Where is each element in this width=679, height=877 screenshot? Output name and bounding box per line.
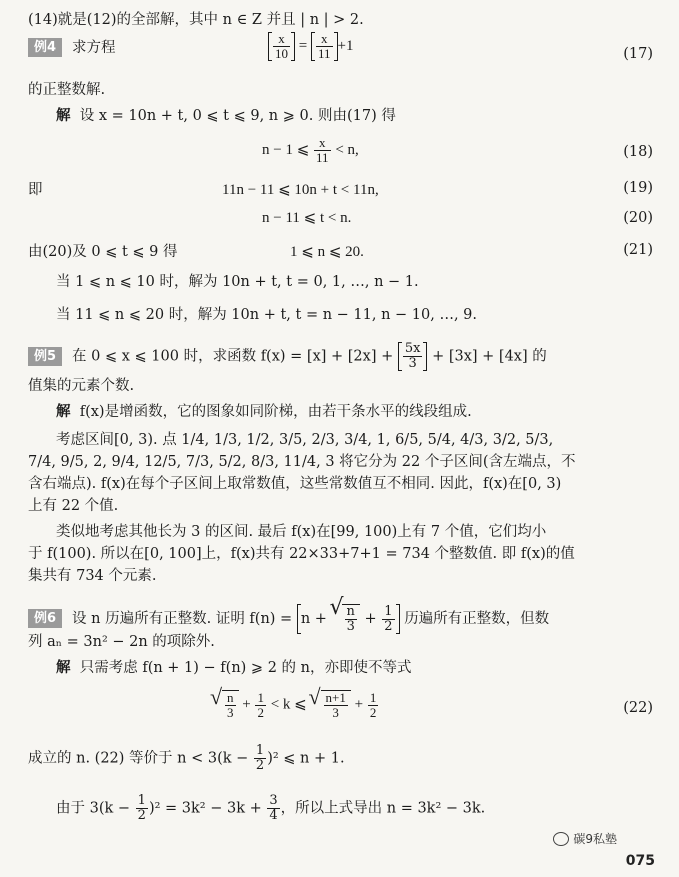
text-line: 于 f(100). 所以在[0, 100]上，f(x)共有 22×33+7+1 = 734 个整数值. 即 f(x)的值 [28, 546, 575, 562]
text-line: 即 [28, 182, 43, 198]
solution-4-intro [56, 106, 657, 126]
fraction: $\frac{1}{2}$ [137, 793, 146, 823]
square-root: √ $\frac{n+1}{3}$ [311, 690, 351, 720]
example-text: + [3x] + [4x] 的 [432, 348, 547, 365]
text-line: (14)就是(12)的全部解，其中 n ∈ Z 并且 | n | > 2. [28, 12, 364, 28]
fraction: $\frac{5x}{3}$ [404, 341, 421, 371]
text-line: 由(20)及 0 ⩽ t ⩽ 9 得 [28, 244, 178, 260]
fraction: $\frac{1}{2}$ [255, 743, 265, 773]
square-root: √ $\frac{n}{3}$ [212, 690, 239, 720]
text-line: 考虑区间[0, 3). 点 1/4, 1/3, 1/2, 3/5, 2/3, 3/4, 1, 6/5, 5/4, 4/3, 3/2, 5/3, [56, 432, 554, 448]
text-line: 7/4, 9/5, 2, 9/4, 12/5, 7/3, 5/2, 8/3, 11/4, 3 将它分为 22 个子区间(含左端点，不 [28, 454, 576, 470]
square-root: √ $\frac{n}{3}$ [332, 604, 360, 634]
text-line: 集共有 734 个元素. [28, 568, 157, 584]
fraction: $\frac{x}{10}$ [275, 31, 288, 61]
floor-bracket: n + √ $\frac{n}{3}$ + $\frac{1}{2}$ [297, 604, 400, 634]
solution-6-intro [56, 658, 657, 678]
text-line: 当 11 ⩽ n ⩽ 20 时，解为 10n + t, t = n − 11, n − 10, …, 9. [56, 307, 478, 323]
equation-number: (21) [623, 242, 653, 258]
text-line: 含右端点). f(x)在每个子区间上取常数值，这些常数值互不相同. 因此，f(x)在[0, 3) [28, 476, 562, 492]
floor-bracket [268, 32, 295, 61]
watermark-text: 碳9私塾 [573, 832, 617, 846]
fraction: $\frac{x}{11}$ [316, 135, 329, 165]
fraction: $\frac{1}{2}$ [369, 689, 377, 720]
solution-text: f(x)是增函数，它的图象如同阶梯，由若干条水平的线段组成. [79, 404, 472, 420]
text-line: 列 aₙ = 3n² − 2n 的项除外. [28, 634, 215, 650]
text-line: 类似地考虑其他长为 3 的区间. 最后 f(x)在[99, 100)上有 7 个值，它们均小 [56, 524, 547, 540]
example-text: 历遍所有正整数，但数 [404, 611, 550, 627]
text-line: 上有 22 个值. [28, 498, 119, 514]
example-text: 在 0 ⩽ x ⩽ 100 时，求函数 f(x) = [x] + [2x] + [72, 348, 394, 365]
fraction: $\frac{1}{2}$ [384, 603, 393, 634]
example-label: 例5 [28, 347, 62, 366]
equals-sign: = [298, 37, 308, 54]
equation-17 [268, 32, 353, 61]
example-label: 例4 [28, 38, 62, 57]
solution-keyword: 解 [56, 403, 71, 420]
equation-19: 11n − 11 ⩽ 10n + t < 11n, [222, 182, 379, 198]
example-6-statement [28, 595, 657, 634]
text-line: 值集的元素个数. [28, 378, 135, 394]
equation-20: n − 11 ⩽ t < n. [262, 210, 352, 226]
equation-22: √ $\frac{n}{3}$ + $\frac{1}{2}$ < k ⩽ √ $\frac{n+1}{3}$ + $\frac{1}{2}$ [210, 684, 377, 720]
solution-5-intro [56, 402, 657, 422]
equation-number: (18) [623, 144, 653, 160]
example-text: 求方程 [72, 40, 116, 56]
solution-keyword: 解 [56, 659, 71, 676]
equation-number: (20) [623, 210, 653, 226]
page-number: 075 [625, 853, 655, 869]
equation-18: n − 1 ⩽ $\frac{x}{11}$ < n, [262, 135, 359, 165]
text-line: 当 1 ⩽ n ⩽ 10 时，解为 10n + t, t = 0, 1, …, n − 1. [56, 274, 419, 290]
example-5-statement [28, 342, 657, 371]
equation-22-equivalence: 成立的 n. (22) 等价于 n < 3(k − $\frac{1}{2}$ )² ⩽ n + 1. [28, 743, 345, 773]
fraction: $\frac{x}{11}$ [317, 31, 331, 61]
solution-keyword: 解 [56, 107, 71, 124]
equation-number: (17) [623, 46, 653, 62]
solution-text: 只需考虑 f(n + 1) − f(n) ⩾ 2 的 n，亦即使不等式 [79, 660, 412, 676]
solution-text: 设 x = 10n + t, 0 ⩽ t ⩽ 9, n ⩾ 0. 则由(17) 得 [79, 108, 396, 124]
equation-number: (19) [623, 180, 653, 196]
floor-bracket [311, 32, 338, 61]
equation-tail: +1 [337, 37, 354, 54]
equation-21: 1 ⩽ n ⩽ 20. [290, 244, 364, 260]
text-line: 的正整数解. [28, 82, 106, 98]
fraction: $\frac{1}{2}$ [257, 689, 264, 720]
final-derivation: 由于 3(k − $\frac{1}{2}$ )² = 3k² − 3k + $\frac{3}{4}$ ，所以上式导出 n = 3k² − 3k. [56, 793, 486, 823]
example-text: 设 n 历遍所有正整数. 证明 f(n) = [72, 611, 293, 627]
wechat-icon [553, 832, 569, 846]
equation-number: (22) [623, 700, 653, 716]
example-label: 例6 [28, 609, 62, 628]
watermark [553, 830, 617, 847]
floor-bracket [398, 342, 428, 371]
fraction: $\frac{3}{4}$ [269, 793, 278, 823]
